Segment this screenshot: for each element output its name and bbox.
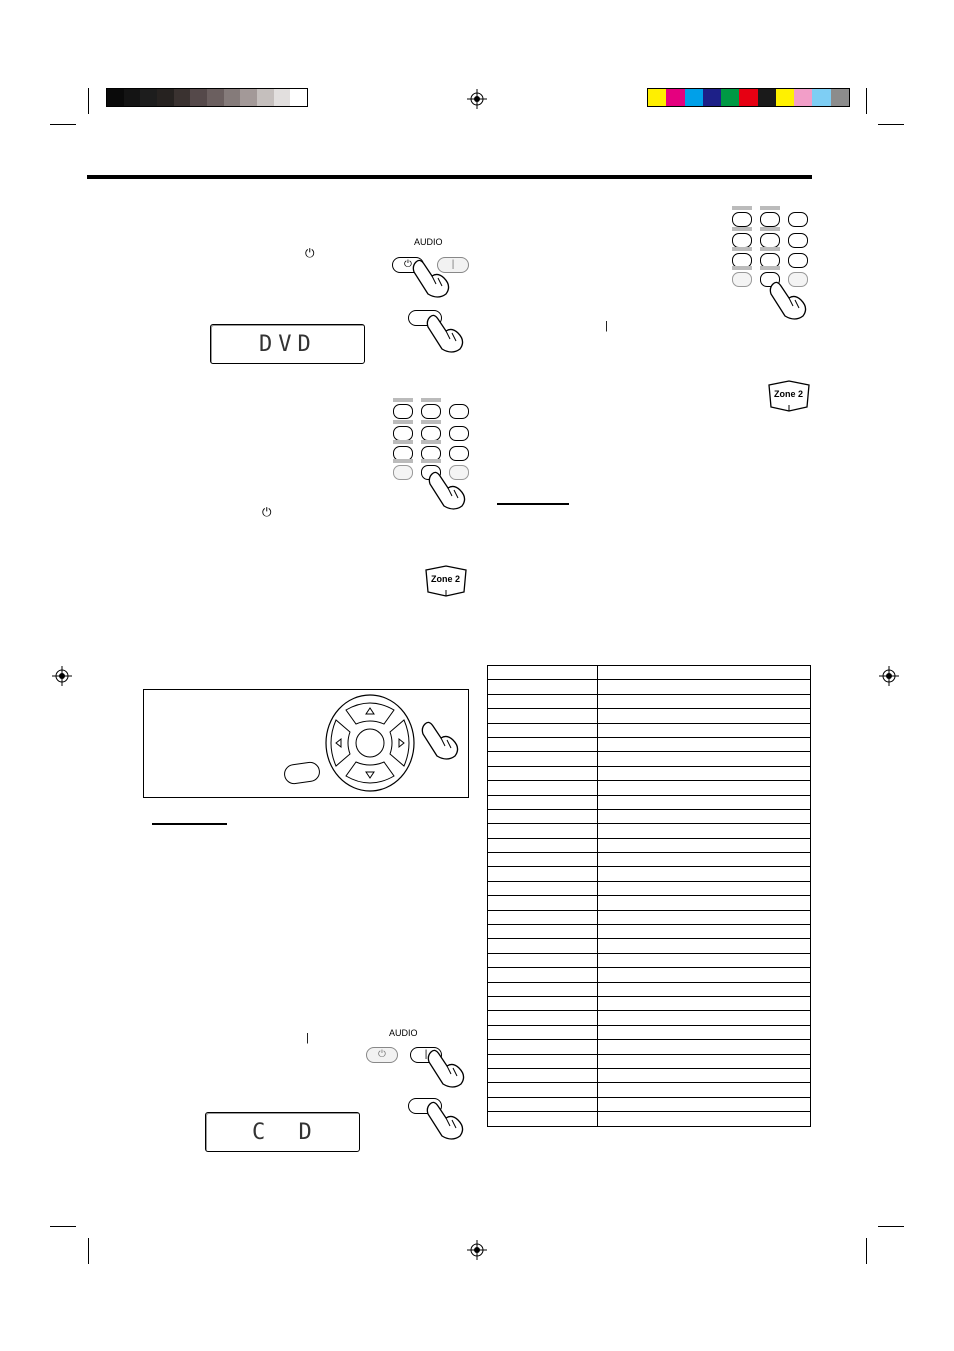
table-cell-code: [598, 723, 811, 737]
display-text: DVD: [259, 332, 317, 357]
table-row: [488, 867, 811, 881]
table-cell-code: [598, 853, 811, 867]
color-swatch: [739, 89, 758, 106]
table-cell-maker: [488, 1112, 598, 1126]
table-row: [488, 953, 811, 967]
color-swatch: [703, 89, 722, 106]
table-row: [488, 896, 811, 910]
table-cell-maker: [488, 939, 598, 953]
keypad-button[interactable]: [760, 212, 780, 227]
registration-mark-left: [52, 666, 72, 686]
keypad-button[interactable]: [732, 272, 752, 287]
pressing-hand-icon: [424, 1100, 468, 1142]
table-cell-maker: [488, 680, 598, 694]
pressing-hand-icon: [425, 1048, 469, 1090]
table-cell-code: [598, 982, 811, 996]
table-cell-code: [598, 953, 811, 967]
text-on-bar: |: [306, 1032, 309, 1044]
note-heading-rule-left: [152, 823, 227, 825]
color-swatch: [812, 89, 831, 106]
registration-mark-bottom: [467, 1240, 487, 1260]
table-cell-maker: [488, 1068, 598, 1082]
grey-swatch: [157, 89, 174, 106]
table-row: [488, 737, 811, 751]
table-row: [488, 838, 811, 852]
table-cell-code: [598, 996, 811, 1010]
keypad-button[interactable]: [449, 426, 469, 441]
table-cell-maker: [488, 795, 598, 809]
table-row: [488, 982, 811, 996]
table-cell-code: [598, 680, 811, 694]
table-cell-code: [598, 809, 811, 823]
table-cell-code: [598, 1054, 811, 1068]
table-row: [488, 1054, 811, 1068]
table-cell-code: [598, 1040, 811, 1054]
table-cell-code: [598, 752, 811, 766]
text-power-symbol: ⏻: [262, 505, 272, 519]
table-cell-maker: [488, 694, 598, 708]
table-row: [488, 996, 811, 1010]
crop-mark: [50, 124, 76, 125]
table-cell-maker: [488, 709, 598, 723]
keypad-button[interactable]: [732, 212, 752, 227]
table-row: [488, 968, 811, 982]
grey-swatch: [107, 89, 124, 106]
audio-on-button-bottom[interactable]: |: [410, 1047, 442, 1063]
crop-mark: [878, 1226, 904, 1227]
table-cell-code: [598, 867, 811, 881]
crop-mark: [88, 1238, 89, 1264]
table-cell-maker: [488, 838, 598, 852]
table-cell-code: [598, 824, 811, 838]
table-cell-code: [598, 925, 811, 939]
table-cell-code: [598, 1011, 811, 1025]
table-cell-maker: [488, 968, 598, 982]
color-swatch: [758, 89, 777, 106]
keypad-button[interactable]: [393, 404, 413, 419]
table-cell-code: [598, 709, 811, 723]
table-row: [488, 1068, 811, 1082]
table-cell-code: [598, 910, 811, 924]
table-cell-maker: [488, 982, 598, 996]
grey-swatch: [124, 89, 141, 106]
table-row: [488, 680, 811, 694]
table-row: [488, 781, 811, 795]
grey-swatch: [257, 89, 274, 106]
table-row: [488, 666, 811, 680]
table-row: [488, 694, 811, 708]
table-cell-maker: [488, 809, 598, 823]
cursor-pad[interactable]: [324, 692, 416, 794]
audio-standby-button-top[interactable]: ⏻: [392, 257, 424, 273]
color-swatch: [794, 89, 813, 106]
keypad-button[interactable]: [421, 426, 441, 441]
manufacturer-code-table: [487, 665, 811, 1127]
table-cell-code: [598, 766, 811, 780]
table-cell-maker: [488, 752, 598, 766]
crop-mark: [88, 88, 89, 114]
table-cell-code: [598, 939, 811, 953]
zone2-badge-right: [767, 379, 811, 413]
table-cell-maker: [488, 723, 598, 737]
grey-swatch: [224, 89, 241, 106]
registration-mark-top: [467, 89, 487, 109]
table-cell-maker: [488, 881, 598, 895]
keypad-button[interactable]: [393, 426, 413, 441]
table-cell-maker: [488, 910, 598, 924]
table-cell-code: [598, 795, 811, 809]
table-row: [488, 752, 811, 766]
table-cell-code: [598, 781, 811, 795]
table-cell-maker: [488, 737, 598, 751]
table-cell-code: [598, 838, 811, 852]
pressing-hand-icon: [767, 280, 811, 322]
table-row: [488, 1011, 811, 1025]
table-cell-maker: [488, 925, 598, 939]
table-row: [488, 939, 811, 953]
display-panel-dvd: [210, 324, 365, 364]
crop-mark: [866, 1238, 867, 1264]
table-cell-code: [598, 896, 811, 910]
grey-swatch: [274, 89, 291, 106]
table-cell-code: [598, 737, 811, 751]
zone2-label: Zone 2: [774, 389, 804, 399]
zone2-badge-left: [424, 564, 468, 598]
pressing-hand-icon: [424, 313, 468, 355]
table-cell-code: [598, 968, 811, 982]
table-cell-maker: [488, 1040, 598, 1054]
text-on-bar: |: [605, 320, 608, 332]
pressing-hand-icon: [426, 470, 470, 512]
table-cell-code: [598, 1097, 811, 1111]
keypad-button[interactable]: [788, 233, 808, 248]
enter-button[interactable]: [283, 761, 321, 786]
grey-swatch: [174, 89, 191, 106]
table-cell-maker: [488, 1011, 598, 1025]
color-swatch: [685, 89, 704, 106]
grey-swatch: [207, 89, 224, 106]
table-row: [488, 853, 811, 867]
grey-swatch: [140, 89, 157, 106]
grey-swatch: [240, 89, 257, 106]
color-swatch: [666, 89, 685, 106]
color-bar: [647, 88, 850, 107]
table-cell-code: [598, 666, 811, 680]
table-row: [488, 1040, 811, 1054]
color-swatch: [721, 89, 740, 106]
greyscale-bar: [106, 88, 308, 107]
zone2-label: Zone 2: [431, 574, 461, 584]
table-row: [488, 824, 811, 838]
table-cell-code: [598, 881, 811, 895]
table-row: [488, 1025, 811, 1039]
table-row: [488, 795, 811, 809]
table-cell-maker: [488, 853, 598, 867]
display-text: C D: [252, 1120, 322, 1145]
header-rule: [87, 175, 812, 179]
audio-on-button-top[interactable]: |: [437, 257, 469, 273]
keypad-button[interactable]: [393, 465, 413, 480]
table-cell-code: [598, 1068, 811, 1082]
keypad-button[interactable]: [449, 404, 469, 419]
cursor-pad-panel: [143, 689, 469, 798]
table-cell-maker: [488, 781, 598, 795]
grey-swatch: [190, 89, 207, 106]
table-cell-code: [598, 1025, 811, 1039]
table-cell-code: [598, 694, 811, 708]
table-cell-maker: [488, 1025, 598, 1039]
keypad-button[interactable]: [421, 404, 441, 419]
table-row: [488, 1112, 811, 1126]
table-cell-code: [598, 1083, 811, 1097]
table-cell-maker: [488, 824, 598, 838]
table-cell-maker: [488, 666, 598, 680]
table-cell-maker: [488, 867, 598, 881]
table-cell-maker: [488, 1083, 598, 1097]
crop-mark: [866, 88, 867, 114]
keypad-button[interactable]: [788, 212, 808, 227]
table-cell-maker: [488, 953, 598, 967]
text-power-symbol: ⏻: [305, 246, 315, 260]
table-cell-maker: [488, 766, 598, 780]
pressing-hand-icon: [419, 720, 463, 762]
crop-mark: [878, 124, 904, 125]
table-cell-maker: [488, 896, 598, 910]
table-cell-maker: [488, 1054, 598, 1068]
table-row: [488, 809, 811, 823]
audio-label-bottom: AUDIO: [389, 1028, 418, 1038]
table-row: [488, 881, 811, 895]
keypad-button[interactable]: [788, 253, 808, 268]
table-row: [488, 1097, 811, 1111]
pressing-hand-icon: [410, 258, 454, 300]
table-row: [488, 910, 811, 924]
color-swatch: [831, 89, 850, 106]
color-swatch: [648, 89, 667, 106]
table-row: [488, 723, 811, 737]
audio-standby-button-bottom[interactable]: ⏻: [366, 1047, 398, 1063]
table-cell-code: [598, 1112, 811, 1126]
table-row: [488, 766, 811, 780]
note-heading-rule-right: [497, 503, 569, 505]
table-row: [488, 1083, 811, 1097]
grey-swatch: [290, 89, 307, 106]
table-row: [488, 925, 811, 939]
table-cell-maker: [488, 996, 598, 1010]
keypad-button[interactable]: [732, 233, 752, 248]
keypad-button[interactable]: [760, 233, 780, 248]
table-row: [488, 709, 811, 723]
registration-mark-right: [879, 666, 899, 686]
keypad-button[interactable]: [449, 446, 469, 461]
crop-mark: [50, 1226, 76, 1227]
color-swatch: [776, 89, 795, 106]
display-panel-cd: [205, 1112, 360, 1152]
table-cell-maker: [488, 1097, 598, 1111]
audio-label-top: AUDIO: [414, 237, 443, 247]
